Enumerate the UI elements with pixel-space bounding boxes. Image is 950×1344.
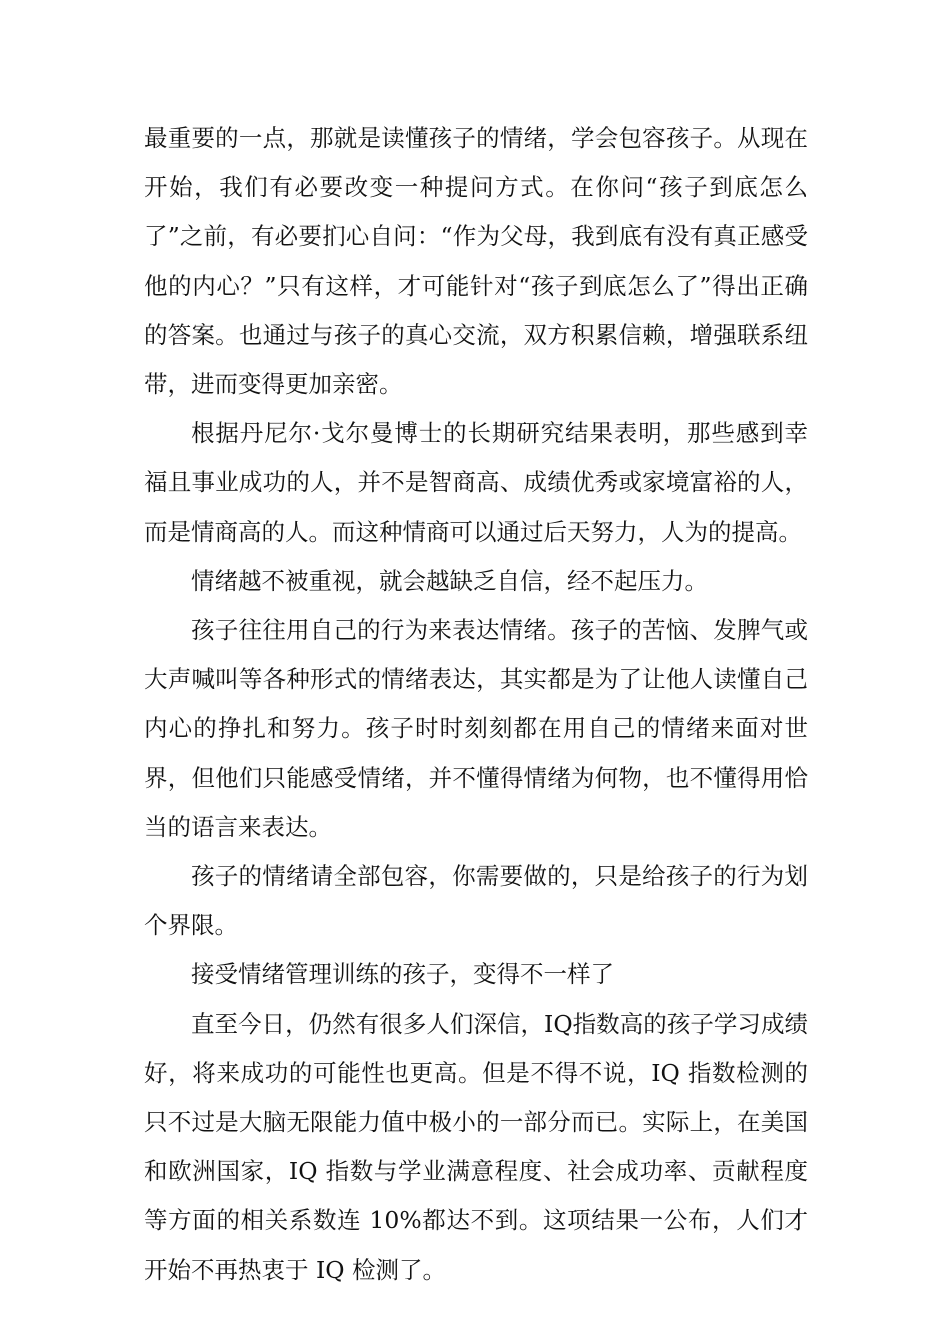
paragraph-3: 情绪越不被重视，就会越缺乏自信，经不起压力。 xyxy=(191,566,708,595)
paragraph-5: 孩子的情绪请全部包容，你需要做的，只是给孩子的行为划个界限。 xyxy=(144,862,808,940)
paragraph-1: 最重要的一点，那就是读懂孩子的情绪，学会包容孩子。从现在开始，我们有必要改变一种提问方式。在你问“孩子到底怎么了”之前，有必要扪心自问：“作为父母，我到底有没有真正感受他的内心？”只有这样，才可能针对“孩子到底怎么了”得出正确的答案。也通过与孩子的真心交流，双方积累信赖，增强联系纽带，进而变得更加亲密。 xyxy=(144,124,808,399)
paragraph-6: 直至今日，仍然有很多人们深信，IQ指数高的孩子学习成绩好，将来成功的可能性也更高。但是不得不说，IQ 指数检测的只不过是大脑无限能力值中极小的一部分而已。实际上，在美国和欧洲国家，IQ 指数与学业满意程度、社会成功率、贡献程度等方面的相关系数连 10%都达不到。这项结果一公布，人们才开始不再热衷于 IQ 检测了。 xyxy=(144,1009,808,1284)
document-body xyxy=(144,114,808,1295)
section-heading: 接受情绪管理训练的孩子，变得不一样了 xyxy=(191,960,614,989)
paragraph-4: 孩子往往用自己的行为来表达情绪。孩子的苦恼、发脾气或大声喊叫等各种形式的情绪表达，其实都是为了让他人读懂自己内心的挣扎和努力。孩子时时刻刻都在用自己的情绪来面对世界，但他们只能感受情绪，并不懂得情绪为何物，也不懂得用恰当的语言来表达。 xyxy=(144,616,808,841)
paragraph-2: 根据丹尼尔·戈尔曼博士的长期研究结果表明，那些感到幸福且事业成功的人，并不是智商高、成绩优秀或家境富裕的人，而是情商高的人。而这种情商可以通过后天努力，人为的提高。 xyxy=(144,419,808,546)
